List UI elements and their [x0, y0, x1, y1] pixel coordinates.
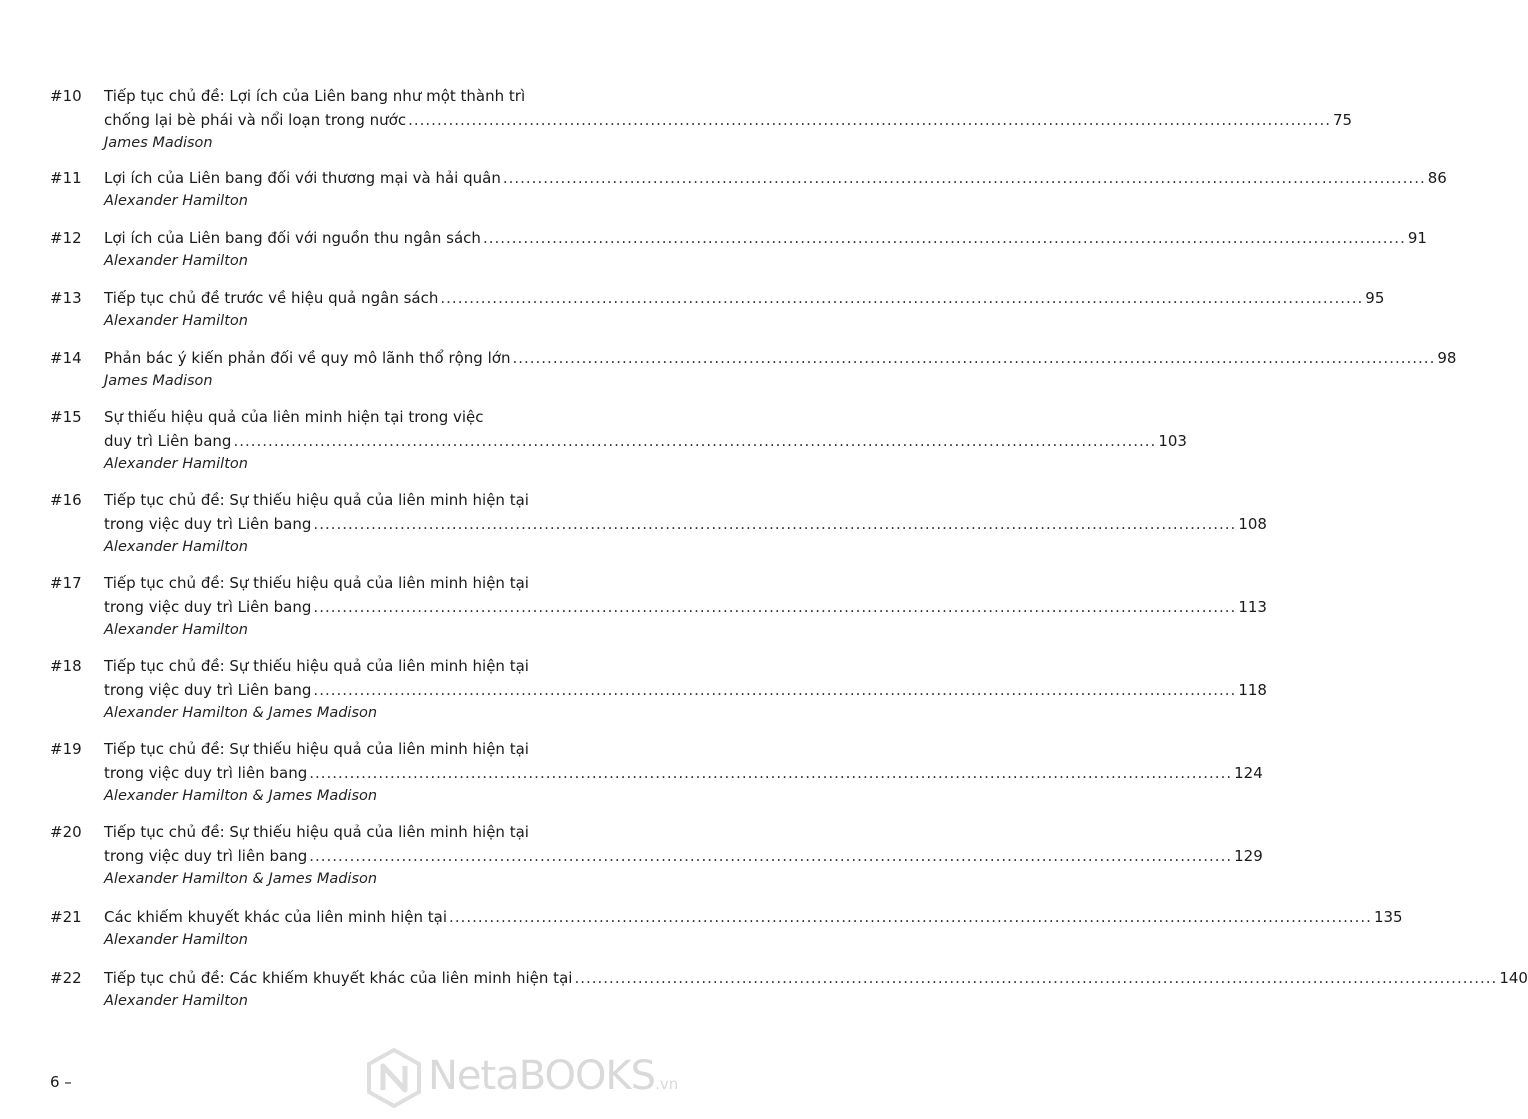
entry-page-number: 91 — [1407, 229, 1427, 247]
entry-title-line: trong việc duy trì Liên bang — [104, 598, 312, 616]
entry-title-line: trong việc duy trì Liên bang — [104, 515, 312, 533]
entry-title-line: duy trì Liên bang — [104, 432, 232, 450]
entry-title-line: Lợi ích của Liên bang đối với nguồn thu ngân sách — [104, 229, 481, 247]
entry-number: #13 — [50, 289, 82, 307]
entry-title-line: Phản bác ý kiến phản đối về quy mô lãnh thổ rộng lớn — [104, 349, 511, 367]
entry-page-number: 75 — [1333, 111, 1353, 129]
entry-title-line: Tiếp tục chủ đề: Sự thiếu hiệu quả của liên minh hiện tại — [104, 823, 529, 841]
entry-page-number: 103 — [1158, 432, 1187, 450]
dot-leader: ................................................................................................................................................................ — [233, 432, 1157, 450]
entry-number: #15 — [50, 408, 82, 426]
entry-title-line: trong việc duy trì liên bang — [104, 764, 308, 782]
entry-title-line: Lợi ích của Liên bang đối với thương mại và hải quân — [104, 169, 501, 187]
dot-leader: ................................................................................................................................................................ — [449, 908, 1372, 926]
entry-page-number: 124 — [1234, 764, 1263, 782]
entry-title-line: Các khiếm khuyết khác của liên minh hiện tại — [104, 908, 448, 926]
entry-title-line: Tiếp tục chủ đề trước về hiệu quả ngân sách — [104, 289, 439, 307]
entry-author: Alexander Hamilton — [104, 539, 248, 555]
entry-page-number: 135 — [1373, 908, 1403, 926]
entry-author: Alexander Hamilton & James Madison — [104, 871, 378, 887]
watermark — [366, 1048, 686, 1108]
entry-title-line: trong việc duy trì Liên bang — [104, 681, 312, 699]
entry-title-line: Tiếp tục chủ đề: Sự thiếu hiệu quả của liên minh hiện tại — [104, 491, 529, 509]
entry-author: Alexander Hamilton — [104, 313, 248, 329]
dot-leader: ................................................................................................................................................................ — [309, 847, 1233, 865]
dot-leader: ................................................................................................................................................................ — [313, 598, 1237, 616]
entry-title-line: Tiếp tục chủ đề: Sự thiếu hiệu quả của liên minh hiện tại — [104, 574, 529, 592]
dot-leader: ................................................................................................................................................................ — [440, 289, 1364, 307]
entry-author: Alexander Hamilton — [104, 456, 248, 472]
entry-page-number: 98 — [1437, 349, 1457, 367]
dot-leader: ................................................................................................................................................................ — [502, 169, 1426, 187]
entry-page-number: 113 — [1238, 598, 1267, 616]
entry-number: #12 — [50, 229, 82, 247]
entry-title-line: Tiếp tục chủ đề: Sự thiếu hiệu quả của liên minh hiện tại — [104, 657, 529, 675]
entry-author: Alexander Hamilton & James Madison — [104, 788, 378, 804]
entry-page-number: 140 — [1499, 969, 1528, 987]
entry-number: #11 — [50, 169, 82, 187]
entry-title-line: trong việc duy trì liên bang — [104, 847, 308, 865]
entry-number: #18 — [50, 657, 82, 675]
entry-author: Alexander Hamilton — [104, 253, 248, 269]
entry-number: #22 — [50, 969, 82, 987]
entry-page-number: 129 — [1234, 847, 1263, 865]
entry-page-number: 95 — [1365, 289, 1385, 307]
entry-number: #21 — [50, 908, 82, 926]
page-number: 6 – — [50, 1073, 72, 1091]
entry-title-line: Tiếp tục chủ đề: Các khiếm khuyết khác của liên minh hiện tại — [104, 969, 573, 987]
dot-leader: ................................................................................................................................................................ — [574, 969, 1498, 987]
entry-author: James Madison — [104, 135, 213, 151]
entry-number: #20 — [50, 823, 82, 841]
dot-leader: ................................................................................................................................................................ — [309, 764, 1233, 782]
entry-author: James Madison — [104, 373, 213, 389]
entry-author: Alexander Hamilton — [104, 622, 248, 638]
entry-title-line: Sự thiếu hiệu quả của liên minh hiện tại trong việc — [104, 408, 484, 426]
entry-author: Alexander Hamilton & James Madison — [104, 705, 378, 721]
entry-number: #17 — [50, 574, 82, 592]
entry-number: #14 — [50, 349, 82, 367]
entry-title-line: Tiếp tục chủ đề: Sự thiếu hiệu quả của liên minh hiện tại — [104, 740, 529, 758]
entry-number: #10 — [50, 87, 82, 105]
entry-author: Alexander Hamilton — [104, 993, 248, 1009]
entry-page-number: 108 — [1238, 515, 1267, 533]
dot-leader: ................................................................................................................................................................ — [313, 681, 1237, 699]
entry-title-line: chống lại bè phái và nổi loạn trong nước — [104, 111, 407, 129]
entry-number: #19 — [50, 740, 82, 758]
entry-author: Alexander Hamilton — [104, 932, 248, 948]
entry-number: #16 — [50, 491, 82, 509]
netabooks-logo-icon — [366, 1048, 422, 1108]
entry-title-line: Tiếp tục chủ đề: Lợi ích của Liên bang như một thành trì — [104, 87, 526, 105]
entry-page-number: 118 — [1238, 681, 1267, 699]
entry-author: Alexander Hamilton — [104, 193, 248, 209]
dot-leader: ................................................................................................................................................................ — [408, 111, 1331, 129]
watermark-brand-text: NetaBOOKS.vn — [428, 1053, 679, 1099]
dot-leader: ................................................................................................................................................................ — [512, 349, 1436, 367]
dot-leader: ................................................................................................................................................................ — [482, 229, 1406, 247]
entry-page-number: 86 — [1427, 169, 1447, 187]
dot-leader: ................................................................................................................................................................ — [313, 515, 1237, 533]
